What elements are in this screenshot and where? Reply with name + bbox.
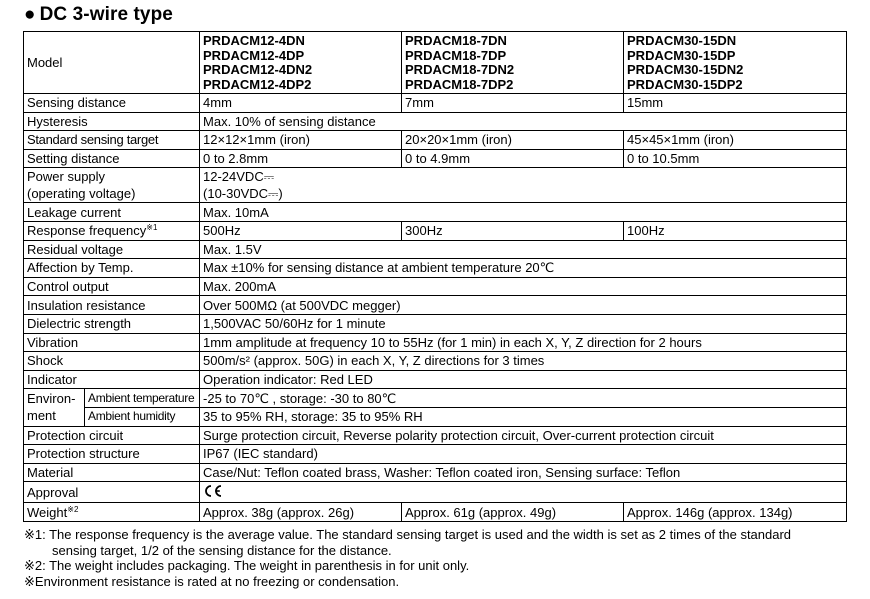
value-line: 12-24VDC⎓ xyxy=(203,169,275,185)
footnote-1: ※1: The response frequency is the average value. The standard sensing target is used and the width is set as 2 times of the standard xyxy=(24,527,792,542)
row-label-line: Environ- xyxy=(27,391,76,407)
value-cell: 4mm xyxy=(200,94,402,113)
table-row xyxy=(24,94,847,113)
section-title xyxy=(24,4,173,26)
model-cell xyxy=(200,32,402,94)
value-cell: 20×20×1mm (iron) xyxy=(402,131,624,150)
table-row xyxy=(24,221,847,240)
value-cell: 500m/s² (approx. 50G) in each X, Y, Z directions for 3 times xyxy=(200,352,847,371)
value-cell: 35 to 95% RH, storage: 35 to 95% RH xyxy=(200,407,847,426)
row-label: Hysteresis xyxy=(24,112,200,131)
table-row xyxy=(24,426,847,445)
bullet-icon: ● xyxy=(24,4,36,25)
value-cell: 15mm xyxy=(624,94,847,113)
row-label: Residual voltage xyxy=(24,240,200,259)
row-label: Control output xyxy=(24,277,200,296)
value-cell: Max. 10% of sensing distance xyxy=(200,112,847,131)
value-cell: Operation indicator: Red LED xyxy=(200,370,847,389)
table-row xyxy=(24,203,847,222)
table-row xyxy=(24,389,847,408)
row-label xyxy=(24,503,200,522)
table-row xyxy=(24,352,847,371)
value-cell: 0 to 2.8mm xyxy=(200,149,402,168)
value-cell: 1,500VAC 50/60Hz for 1 minute xyxy=(200,314,847,333)
footnote-mark: ※2 xyxy=(67,504,79,514)
value-cell: Approx. 61g (approx. 49g) xyxy=(402,503,624,522)
value-cell: 0 to 10.5mm xyxy=(624,149,847,168)
model-name: PRDACM30-15DP2 xyxy=(627,76,743,92)
value-cell: Case/Nut: Teflon coated brass, Washer: Teflon coated iron, Sensing surface: Teflon xyxy=(200,463,847,482)
value-cell xyxy=(200,168,847,203)
model-name: PRDACM18-7DP2 xyxy=(405,76,514,92)
row-label: Indicator xyxy=(24,370,200,389)
value-line: (10-30VDC⎓) xyxy=(203,186,283,202)
model-cell xyxy=(402,32,624,94)
table-row xyxy=(24,32,847,94)
row-label-text: Weight xyxy=(27,504,68,520)
row-label: Vibration xyxy=(24,333,200,352)
value-cell: Approx. 146g (approx. 134g) xyxy=(624,503,847,522)
row-label-line: (operating voltage) xyxy=(27,186,136,202)
row-label: Standard sensing target xyxy=(24,131,200,150)
table-row xyxy=(24,277,847,296)
table-row xyxy=(24,333,847,352)
value-cell: 100Hz xyxy=(624,221,847,240)
table-row xyxy=(24,503,847,522)
row-label-line: Power supply xyxy=(27,169,106,185)
row-label: Sensing distance xyxy=(24,94,200,113)
row-label: Shock xyxy=(24,352,200,371)
table-row xyxy=(24,482,847,503)
model-name: PRDACM30-15DN2 xyxy=(627,62,744,77)
footnote-2: ※2: The weight includes packaging. The weight in parenthesis in for unit only. xyxy=(24,558,470,574)
model-name: PRDACM30-15DP xyxy=(627,47,736,63)
value-cell: 45×45×1mm (iron) xyxy=(624,131,847,150)
value-cell: IP67 (IEC standard) xyxy=(200,445,847,464)
value-cell: Approx. 38g (approx. 26g) xyxy=(200,503,402,522)
row-label: Insulation resistance xyxy=(24,296,200,315)
table-row xyxy=(24,445,847,464)
row-label: Affection by Temp. xyxy=(24,259,200,278)
table-row xyxy=(24,112,847,131)
model-name: PRDACM12-4DP xyxy=(203,47,305,63)
footnote-3: ※Environment resistance is rated at no freezing or condensation. xyxy=(24,573,400,589)
row-label: Protection circuit xyxy=(24,426,200,445)
table-row xyxy=(24,168,847,203)
value-cell: 500Hz xyxy=(200,221,402,240)
model-name: PRDACM12-4DP2 xyxy=(203,76,312,92)
value-cell: -25 to 70℃ , storage: -30 to 80℃ xyxy=(200,389,847,408)
row-label xyxy=(24,389,85,426)
table-row xyxy=(24,259,847,278)
sub-row-label: Ambient humidity xyxy=(85,407,200,426)
value-cell: 300Hz xyxy=(402,221,624,240)
value-cell: Max. 1.5V xyxy=(200,240,847,259)
value-cell: Over 500MΩ (at 500VDC megger) xyxy=(200,296,847,315)
value-cell: 12×12×1mm (iron) xyxy=(200,131,402,150)
value-cell: Max. 200mA xyxy=(200,277,847,296)
value-cell: Surge protection circuit, Reverse polarity protection circuit, Over-current protection circuit xyxy=(200,426,847,445)
value-cell: 7mm xyxy=(402,94,624,113)
table-row xyxy=(24,296,847,315)
table-row xyxy=(24,131,847,150)
spec-table xyxy=(23,31,847,522)
table-row xyxy=(24,407,847,426)
row-label xyxy=(24,168,200,203)
model-name: PRDACM12-4DN2 xyxy=(203,62,313,77)
model-name: PRDACM12-4DN xyxy=(203,33,305,48)
value-cell: 1mm amplitude at frequency 10 to 55Hz (for 1 min) in each X, Y, Z direction for 2 hours xyxy=(200,333,847,352)
row-label: Model xyxy=(24,32,200,94)
model-name: PRDACM18-7DP xyxy=(405,47,507,63)
value-cell: Max. 10mA xyxy=(200,203,847,222)
row-label: Setting distance xyxy=(24,149,200,168)
table-row xyxy=(24,463,847,482)
row-label xyxy=(24,221,200,240)
row-label: Leakage current xyxy=(24,203,200,222)
model-cell xyxy=(624,32,847,94)
model-name: PRDACM18-7DN xyxy=(405,33,507,48)
row-label: Material xyxy=(24,463,200,482)
row-label-line: ment xyxy=(27,408,56,424)
value-cell: Max ±10% for sensing distance at ambient temperature 20℃ xyxy=(200,259,847,278)
row-label: Dielectric strength xyxy=(24,314,200,333)
value-cell: 0 to 4.9mm xyxy=(402,149,624,168)
model-name: PRDACM18-7DN2 xyxy=(405,62,515,77)
model-name: PRDACM30-15DN xyxy=(627,33,737,48)
section-title-text: DC 3-wire type xyxy=(39,4,173,25)
footnotes xyxy=(24,527,854,589)
footnote-1-continued: sensing target, 1/2 of the sensing distance for the distance. xyxy=(52,542,392,558)
footnote-mark: ※1 xyxy=(146,223,158,233)
table-row xyxy=(24,240,847,259)
value-cell xyxy=(200,482,847,503)
table-row xyxy=(24,370,847,389)
table-row xyxy=(24,314,847,333)
row-label: Protection structure xyxy=(24,445,200,464)
ce-mark-icon xyxy=(203,484,223,502)
row-label-text: Response frequency xyxy=(27,223,147,239)
table-row xyxy=(24,149,847,168)
sub-row-label: Ambient temperature xyxy=(85,389,200,408)
row-label: Approval xyxy=(24,482,200,503)
